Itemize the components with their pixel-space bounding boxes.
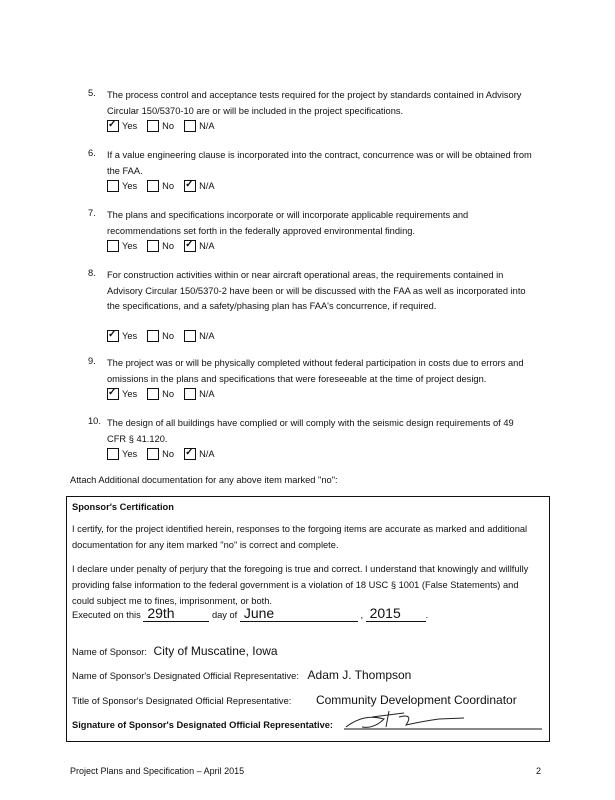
option-no[interactable] bbox=[147, 180, 174, 192]
option-label: No bbox=[162, 181, 175, 191]
rep-line bbox=[72, 667, 542, 684]
option-label: Yes bbox=[122, 389, 138, 399]
cert-heading: Sponsor's Certification bbox=[72, 502, 174, 512]
day-of-label: day of bbox=[211, 610, 238, 620]
checkbox-yes[interactable] bbox=[107, 180, 119, 192]
option-label: Yes bbox=[122, 121, 138, 131]
executed-label: Executed on this bbox=[72, 610, 141, 620]
month-field[interactable]: June bbox=[240, 605, 358, 622]
item-number: 5. bbox=[88, 88, 96, 98]
checkbox-yes[interactable] bbox=[107, 240, 119, 252]
option-label: N/A bbox=[199, 241, 215, 251]
item-number: 9. bbox=[88, 356, 96, 366]
item-text: The process control and acceptance tests required for the project by standards contained in Advisory Circular 150/5370-10 are or will be included in the project specifications. bbox=[107, 90, 522, 116]
option-no[interactable] bbox=[147, 330, 174, 342]
checkbox-yes[interactable] bbox=[107, 120, 119, 132]
checkbox-na[interactable] bbox=[184, 240, 196, 252]
item-number: 8. bbox=[88, 268, 96, 278]
option-label: Yes bbox=[122, 181, 138, 191]
checkbox-no[interactable] bbox=[147, 388, 159, 400]
option-label: No bbox=[162, 389, 175, 399]
option-yes[interactable] bbox=[107, 180, 137, 192]
footer-text: Project Plans and Specification – April 2015 bbox=[70, 766, 245, 776]
checkbox-no[interactable] bbox=[147, 330, 159, 342]
cert-paragraph-2: I declare under penalty of perjury that the foregoing is true and correct. I understand that knowingly and willfully providing false information to the federal government is a violation of 18 USC § 1001 (False Statements) and could subject me to fines, imprisonment, or both. bbox=[72, 564, 529, 606]
checkbox-na[interactable] bbox=[184, 180, 196, 192]
option-yes[interactable] bbox=[107, 120, 137, 132]
cert-paragraph-1: I certify, for the project identified herein, responses to the forgoing items are accurate as marked and additional documentation for any item marked "no" is correct and complete. bbox=[72, 524, 528, 550]
option-label: No bbox=[162, 121, 175, 131]
item-options bbox=[107, 448, 219, 460]
option-na[interactable] bbox=[184, 240, 215, 252]
page-number: 2 bbox=[536, 766, 542, 776]
checkbox-no[interactable] bbox=[147, 120, 159, 132]
day-field[interactable]: 29th bbox=[143, 605, 209, 622]
item-text: The plans and specifications incorporate or will incorporate applicable requirements and recommendations set forth in the federally approved environmental finding. bbox=[107, 210, 469, 236]
signature-label: Signature of Sponsor's Designated Official Representative: bbox=[72, 720, 334, 730]
attach-note: Attach Additional documentation for any above item marked "no": bbox=[70, 475, 338, 485]
option-yes[interactable] bbox=[107, 240, 137, 252]
option-yes[interactable] bbox=[107, 448, 137, 460]
option-na[interactable] bbox=[184, 180, 215, 192]
title-line bbox=[72, 692, 542, 709]
title-value[interactable]: Community Development Coordinator bbox=[315, 693, 517, 707]
option-label: N/A bbox=[199, 121, 215, 131]
sponsor-line bbox=[72, 643, 542, 660]
sponsor-value[interactable]: City of Muscatine, Iowa bbox=[153, 644, 278, 658]
option-label: No bbox=[162, 331, 175, 341]
checkbox-na[interactable] bbox=[184, 388, 196, 400]
option-yes[interactable] bbox=[107, 388, 137, 400]
signature-line bbox=[72, 717, 542, 733]
option-na[interactable] bbox=[184, 120, 215, 132]
option-no[interactable] bbox=[147, 240, 174, 252]
item-number: 7. bbox=[88, 208, 96, 218]
option-na[interactable] bbox=[184, 388, 215, 400]
checkbox-yes[interactable] bbox=[107, 388, 119, 400]
checkbox-no[interactable] bbox=[147, 180, 159, 192]
checkbox-no[interactable] bbox=[147, 240, 159, 252]
option-label: N/A bbox=[199, 181, 215, 191]
option-label: Yes bbox=[122, 449, 138, 459]
option-label: Yes bbox=[122, 331, 138, 341]
option-label: N/A bbox=[199, 389, 215, 399]
checkbox-na[interactable] bbox=[184, 448, 196, 460]
checkbox-yes[interactable] bbox=[107, 330, 119, 342]
option-no[interactable] bbox=[147, 388, 174, 400]
rep-label: Name of Sponsor's Designated Official Representative: bbox=[72, 671, 299, 681]
item-options bbox=[107, 240, 219, 252]
option-yes[interactable] bbox=[107, 330, 137, 342]
option-label: No bbox=[162, 241, 175, 251]
option-no[interactable] bbox=[147, 448, 174, 460]
title-label: Title of Sponsor's Designated Official Representative: bbox=[72, 696, 292, 706]
rep-value[interactable]: Adam J. Thompson bbox=[307, 668, 412, 682]
item-number: 10. bbox=[88, 416, 101, 426]
checkbox-yes[interactable] bbox=[107, 448, 119, 460]
checkbox-no[interactable] bbox=[147, 448, 159, 460]
item-text: The design of all buildings have complied or will comply with the seismic design requirements of 49 CFR § 41.120. bbox=[107, 418, 514, 444]
item-options bbox=[107, 388, 219, 400]
year-field[interactable]: 2015 bbox=[366, 605, 426, 622]
option-na[interactable] bbox=[184, 448, 215, 460]
sponsor-label: Name of Sponsor: bbox=[72, 647, 147, 657]
item-text: For construction activities within or near aircraft operational areas, the requirements contained in Advisory Circular 150/5370-2 have been or will be discussed with the FAA as well as incorporated into the specifications, and a safety/phasing plan has FAA's concurrence, if required. bbox=[107, 270, 526, 311]
option-na[interactable] bbox=[184, 330, 215, 342]
checkbox-na[interactable] bbox=[184, 330, 196, 342]
option-label: N/A bbox=[199, 449, 215, 459]
item-options bbox=[107, 330, 219, 342]
option-no[interactable] bbox=[147, 120, 174, 132]
sponsor-certification bbox=[66, 496, 550, 742]
item-text: The project was or will be physically completed without federal participation in costs due to errors and omissions in the plans and specifications that were foreseeable at the time of project design. bbox=[107, 358, 524, 384]
item-number: 6. bbox=[88, 148, 96, 158]
item-text: If a value engineering clause is incorporated into the contract, concurrence was or will be obtained from the FAA. bbox=[107, 150, 532, 176]
option-label: Yes bbox=[122, 241, 138, 251]
signature-image bbox=[344, 709, 544, 731]
item-options bbox=[107, 120, 219, 132]
option-label: N/A bbox=[199, 331, 215, 341]
executed-line: Executed on this 29th day of June , 2015 . bbox=[72, 605, 429, 621]
option-label: No bbox=[162, 449, 175, 459]
checkbox-na[interactable] bbox=[184, 120, 196, 132]
item-options bbox=[107, 180, 219, 192]
